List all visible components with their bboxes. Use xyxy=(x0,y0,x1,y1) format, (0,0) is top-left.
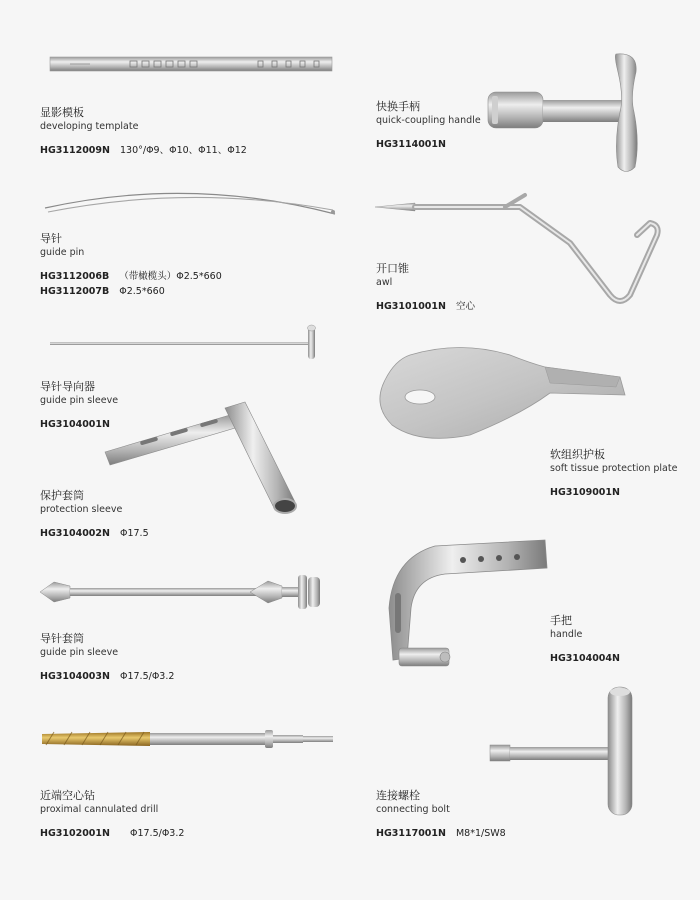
product-name-zh: 显影模板 xyxy=(40,106,84,119)
product-code: HG3104004N xyxy=(550,653,620,664)
product-code: HG3101001N xyxy=(376,301,446,312)
product-name-zh: 近端空心钻 xyxy=(40,789,95,802)
product-name-zh: 快换手柄 xyxy=(376,100,420,113)
guide-pin-sleeve-image xyxy=(40,572,325,612)
connecting-bolt-image xyxy=(490,685,640,820)
product-code: HG3104001N xyxy=(40,419,110,430)
product-name-en: handle xyxy=(550,629,583,640)
product-name-en: quick-coupling handle xyxy=(376,115,481,126)
product-name-zh: 连接螺栓 xyxy=(376,789,420,802)
product-name-zh: 导针套筒 xyxy=(40,632,84,645)
product-code: HG3104002N xyxy=(40,528,110,539)
product-name-en: developing template xyxy=(40,121,139,132)
product-name-en: proximal cannulated drill xyxy=(40,804,159,815)
product-code: HG3109001N xyxy=(550,487,620,498)
guide-pin-guide-image xyxy=(50,322,325,362)
quick-coupling-handle-image xyxy=(488,52,653,177)
handle-image xyxy=(385,538,555,678)
product-name-en: guide pin sleeve xyxy=(40,647,119,658)
product-spec: 130°/Φ9、Φ10、Φ11、Φ12 xyxy=(119,145,247,156)
guide-pin-image xyxy=(45,188,340,218)
product-name-zh: 手把 xyxy=(550,614,572,627)
developing-template-image xyxy=(50,55,335,77)
product-code: HG3117001N xyxy=(376,828,446,839)
product-name-en: soft tissue protection plate xyxy=(550,463,678,474)
product-spec: Φ2.5*660 xyxy=(119,286,165,297)
product-code: HG3112009N xyxy=(40,145,110,156)
protection-plate-image xyxy=(380,345,640,445)
product-spec: Φ17.5 xyxy=(119,528,149,539)
product-name-en: connecting bolt xyxy=(376,804,450,815)
product-name-zh: 导针 xyxy=(40,232,62,245)
product-code: HG3114001N xyxy=(376,139,446,150)
product-spec: Φ17.5/Φ3.2 xyxy=(129,828,185,839)
product-spec: Φ17.5/Φ3.2 xyxy=(119,671,175,682)
product-name-zh: 导针导向器 xyxy=(40,380,95,393)
product-name-en: guide pin xyxy=(40,247,85,258)
product-code: HG3104003N xyxy=(40,671,110,682)
product-spec: M8*1/SW8 xyxy=(455,828,506,839)
product-code: HG3102001N xyxy=(40,828,110,839)
product-name-zh: 保护套筒 xyxy=(40,489,84,502)
cannulated-drill-image xyxy=(42,728,337,750)
product-code: HG3112007B xyxy=(40,286,110,297)
product-name-zh: 软组织护板 xyxy=(550,448,605,461)
product-name-en: awl xyxy=(376,277,393,288)
product-name-en: guide pin sleeve xyxy=(40,395,119,406)
product-name-zh: 开口锥 xyxy=(376,262,409,275)
product-name-en: protection sleeve xyxy=(40,504,123,515)
product-spec: 空心 xyxy=(455,301,475,312)
product-spec: （带橄榄头）Φ2.5*660 xyxy=(119,271,222,282)
product-code: HG3112006B xyxy=(40,271,110,282)
